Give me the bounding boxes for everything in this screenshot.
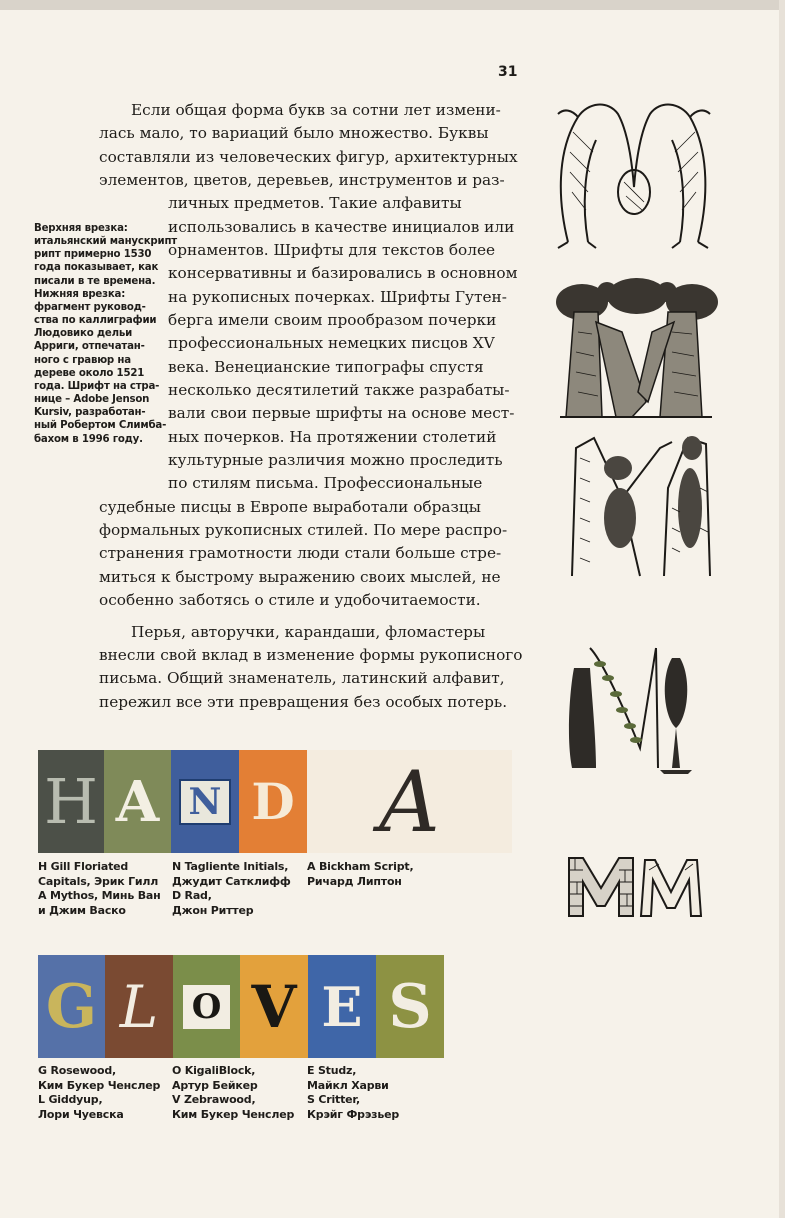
tile-glyph: O — [183, 985, 231, 1029]
sidenote-line: Арриги, отпечатан- — [34, 341, 145, 353]
sidenote-line: Верхняя врезка: — [34, 223, 128, 234]
caption-line: и Джим Васко — [38, 903, 126, 917]
sidenote-line: рипт примерно 1530 — [34, 249, 152, 261]
tree-m-illustration — [552, 272, 722, 422]
caption-line: Ким Букер Ченслер — [172, 1107, 295, 1121]
tile-glyph: L — [119, 972, 159, 1041]
body-line: судебные писцы в Европе выработали образцы — [99, 498, 481, 516]
tile-glyph: G — [45, 971, 98, 1042]
page-right-edge — [779, 0, 785, 1218]
caption-line: E Studz, — [307, 1064, 357, 1077]
body-line: века. Венецианские типографы спустя — [168, 358, 484, 376]
sidenote-line: Нижняя врезка: — [34, 288, 126, 300]
caption-line: D Rad, — [172, 889, 212, 903]
page-top-edge — [0, 0, 785, 10]
typeface-strip-2 — [38, 955, 444, 1058]
body-line: странения грамотности люди стали больше стре- — [99, 544, 502, 562]
body-line: ных почерков. На протяжении столетий — [168, 428, 497, 446]
sidenote-line: итальянский манускрипт — [34, 236, 177, 248]
body-line: особенно заботясь о стиле и удобочитаемости. — [99, 591, 481, 609]
caption-line: A Mythos, Минь Ван — [38, 889, 161, 903]
caption-strip2-col2 — [172, 1064, 294, 1122]
caption-line: Capitals, Эрик Гилл — [38, 874, 159, 888]
human-figure-m-illustration — [548, 92, 720, 252]
sidenote-line: года показывает, как — [34, 262, 159, 274]
body-line: Если общая форма букв за сотни лет измени- — [131, 101, 501, 119]
tile-h — [38, 750, 104, 853]
body-line: профессиональных немецких писцов XV — [168, 334, 495, 352]
tile-glyph: A — [115, 768, 160, 835]
body-line: несколько десятилетий также разрабаты- — [168, 381, 510, 399]
tile-n — [171, 750, 239, 853]
body-line: составляли из человеческих фигур, архитектурных — [99, 148, 518, 166]
body-line: на рукописных почерках. Шрифты Гутен- — [168, 288, 507, 306]
body-line: берга имели своим прообразом почерки — [168, 311, 497, 329]
dress-form-m-illustration — [560, 628, 720, 776]
sidenote — [34, 222, 177, 446]
sidenote-line: бахом в 1996 году. — [34, 433, 143, 445]
body-line: использовались в качестве инициалов или — [168, 218, 515, 236]
body-line: лась мало, то вариаций было множество. Буквы — [99, 124, 489, 142]
sidenote-line: ный Робертом Слимба- — [34, 420, 167, 432]
tile-l — [105, 955, 173, 1058]
tile-v — [240, 955, 308, 1058]
tile-d — [239, 750, 307, 853]
body-line: Перья, авторучки, карандаши, фломастеры — [131, 623, 486, 641]
body-line: консервативны и базировались в основном — [168, 264, 518, 282]
body-line: личных предметов. Такие алфавиты — [168, 194, 462, 212]
sidenote-line: Людовико дельи — [34, 328, 133, 340]
tile-g — [38, 955, 105, 1058]
sidenote-line: ства по каллиграфии — [34, 315, 157, 327]
body-line: культурные различия можно проследить — [168, 451, 503, 469]
tile-glyph: E — [321, 974, 363, 1039]
tile-glyph: A — [379, 752, 440, 851]
caption-line: A Bickham Script, — [307, 860, 414, 873]
caption-line: G Rosewood, — [38, 1064, 117, 1077]
sidenote-line: дереве около 1521 — [34, 367, 145, 379]
body-line: пережил все эти превращения без особых потерь. — [99, 693, 508, 711]
caption-line: Джудит Сатклифф — [172, 874, 291, 888]
tile-o — [173, 955, 240, 1058]
body-line: письма. Общий знаменатель, латинский алфавит, — [99, 669, 505, 687]
sidenote-line: нице – Adobe Jenson — [34, 394, 150, 406]
caption-line: Крэйг Фрэзьер — [307, 1107, 400, 1121]
tile-glyph: H — [43, 765, 99, 838]
caption-strip1-col2 — [172, 860, 291, 918]
caption-strip2-col1 — [38, 1064, 160, 1122]
caption-line: Майкл Харви — [307, 1078, 389, 1092]
caption-strip1-col1 — [38, 860, 161, 918]
tile-glyph: D — [251, 772, 295, 831]
tile-s — [376, 955, 444, 1058]
body-line: миться к быстрому выражению своих мыслей, не — [99, 568, 501, 586]
caption-line: V Zebrawood, — [172, 1093, 256, 1107]
caption-line: Джон Риттер — [172, 903, 254, 917]
caption-line: Артур Бейкер — [172, 1078, 258, 1092]
caption-line: S Critter, — [307, 1093, 360, 1107]
tile-glyph: S — [388, 971, 432, 1042]
caption-line: Ким Букер Ченслер — [38, 1078, 161, 1092]
caption-line: H Gill Floriated — [38, 860, 129, 873]
tile-glyph: V — [251, 972, 297, 1041]
tile-e — [308, 955, 376, 1058]
body-line: орнаментов. Шрифты для текстов более — [168, 241, 496, 259]
caption-line: Лори Чуевска — [38, 1107, 124, 1121]
typeface-strip-1 — [38, 750, 512, 853]
caption-line: L Giddyup, — [38, 1093, 103, 1107]
sidenote-line: года. Шрифт на стра- — [34, 380, 160, 392]
tile-a-script — [307, 750, 512, 853]
body-line: внесли свой вклад в изменение формы рукописного — [99, 646, 523, 664]
sidenote-line: фрагмент руковод- — [34, 301, 146, 313]
body-line: вали свои первые шрифты на основе мест- — [168, 404, 515, 422]
sidenote-line: ного с гравюр на — [34, 354, 131, 366]
tile-a — [104, 750, 171, 853]
caption-strip2-col3 — [307, 1064, 399, 1122]
body-line: формальных рукописных стилей. По мере распро- — [99, 521, 508, 539]
monkey-m-illustration — [560, 428, 730, 580]
body-line: по стилям письма. Профессиональные — [168, 474, 483, 492]
sidenote-line: Kursiv, разработан- — [34, 407, 146, 419]
caption-line: Ричард Липтон — [307, 874, 402, 888]
tile-glyph: N — [179, 779, 232, 825]
caption-strip1-col3 — [307, 860, 413, 889]
brick-m-illustration — [565, 850, 725, 922]
caption-line: N Tagliente Initials, — [172, 860, 289, 873]
body-line: элементов, цветов, деревьев, инструментов и раз- — [99, 171, 505, 189]
page-number: 31 — [498, 64, 518, 80]
caption-line: O KigaliBlock, — [172, 1064, 256, 1077]
sidenote-line: писали в те времена. — [34, 275, 156, 287]
